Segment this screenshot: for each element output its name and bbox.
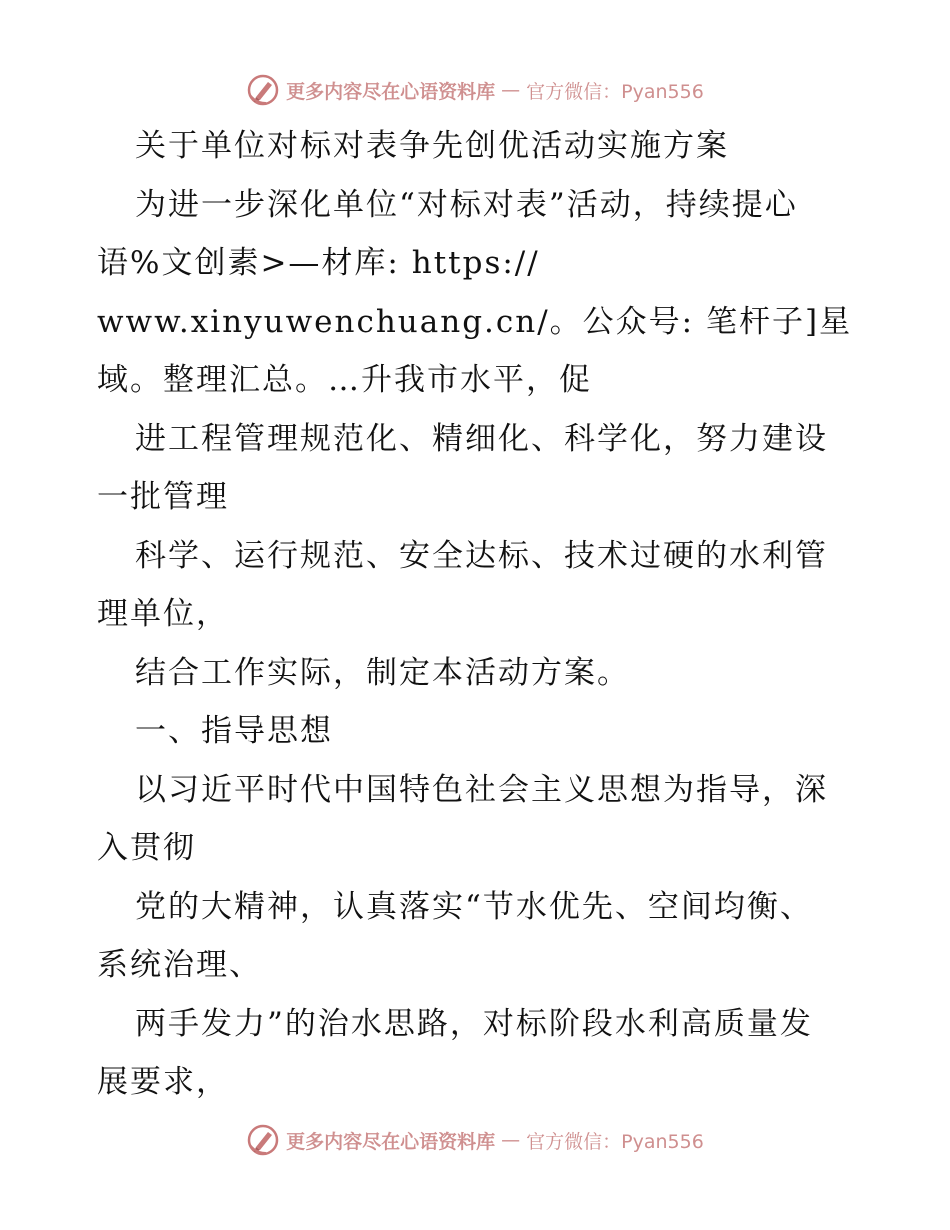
- document-line: 理单位，: [97, 596, 229, 632]
- document-line: 两手发力”的治水思路，对标阶段水利高质量发: [135, 1005, 813, 1042]
- document-line: 一、指导思想: [135, 713, 333, 749]
- document-line: 展要求，: [97, 1064, 229, 1100]
- document-line: 一批管理: [97, 479, 229, 515]
- header-watermark-banner: [0, 70, 950, 110]
- document-line: 科学、运行规范、安全达标、技术过硬的水利管: [135, 537, 828, 574]
- document-line: 以习近平时代中国特色社会主义思想为指导，深: [135, 771, 828, 808]
- document-line: 域。整理汇总。…升我市水平，促: [97, 362, 592, 398]
- banner-wechat: 官方微信：Pyan556: [526, 1130, 704, 1153]
- document-line: 入贯彻: [97, 830, 196, 866]
- banner-slogan: 更多内容尽在心语资料库: [286, 1130, 496, 1153]
- document-line: 进工程管理规范化、精细化、科学化，努力建设: [135, 420, 828, 457]
- banner-separator: —: [501, 1129, 521, 1151]
- document-line: www.xinyuwenchuang.cn/。公众号: 笔杆子]星: [97, 303, 853, 340]
- document-line: 为进一步深化单位“对标对表”活动，持续提心: [135, 186, 798, 223]
- document-body: [97, 117, 857, 1112]
- document-line: 结合工作实际，制定本活动方案。: [135, 654, 630, 691]
- banner-wechat: 官方微信：Pyan556: [526, 80, 704, 103]
- footer-watermark-banner: [0, 1120, 950, 1160]
- banner-separator: —: [501, 79, 521, 101]
- pen-logo-icon: [246, 73, 280, 107]
- document-line: 关于单位对标对表争先创优活动实施方案: [135, 128, 729, 164]
- document-line: 系统治理、: [97, 947, 262, 983]
- document-line: 党的大精神，认真落实“节水优先、空间均衡、: [135, 888, 813, 925]
- pen-logo-icon: [246, 1123, 280, 1157]
- banner-slogan: 更多内容尽在心语资料库: [286, 80, 496, 103]
- document-line: 语%文创素>—材库: https://: [97, 245, 540, 281]
